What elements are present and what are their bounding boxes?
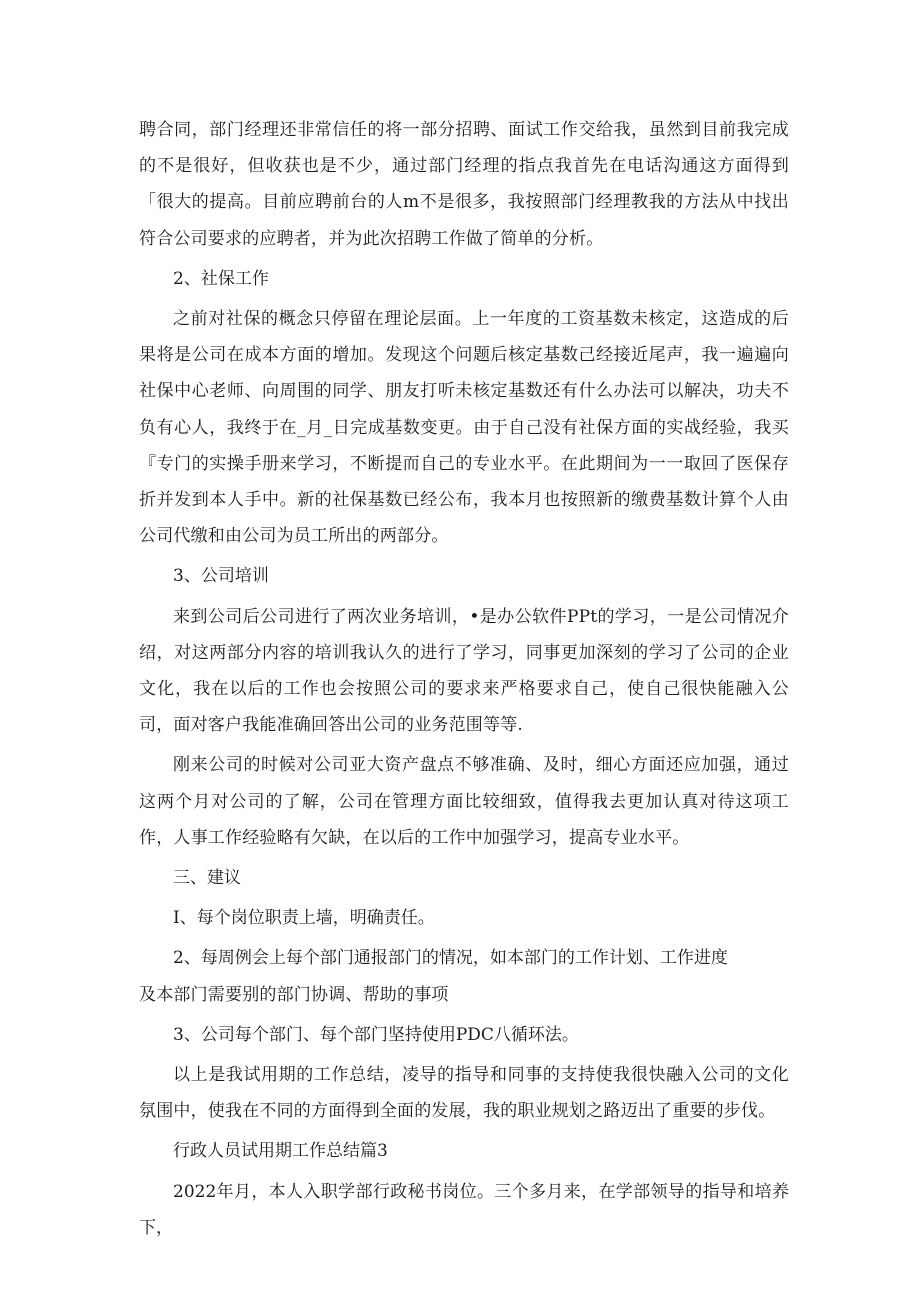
paragraph-social-insurance: 之前对社保的概念只停留在理论层面。上一年度的工资基数未核定，这造成的后果将是公司在成本方面的增加。发现这个问题后核定基数己经接近尾声，我一遍遍向社保中心老师、向周围的同学、朋友打听未核定基数还有什么办法可以解决，功夫不负有心人，我终于在_月_日完成基数变更。由于自己没有社保方面的实战经验，我买『专门的实操手册来学习，不断提而自己的专业水平。在此期间为一一取回了医保存折并发到本人手中。新的社保基数已经公布，我本月也按照新的缴费基数计算个人由公司代缴和由公司为员工所出的两部分。 xyxy=(139,309,789,547)
suggestion-item-3: 3、公司每个部门、每个部门坚持使用PDC八循环法。 xyxy=(173,1024,579,1045)
paragraph-assets: 刚来公司的时候对公司亚大资产盘点不够准确、及时，细心方面还应加强，通过这两个月对公司的了解，公司在管理方面比较细致，值得我去更加认真对待这项工作，人事工作经验略有欠缺，在以后的工作中加强学习，提高专业水平。 xyxy=(139,755,789,848)
suggestion-item-2-continued: 及本部门需要别的部门协调、帮助的事项 xyxy=(139,984,449,1005)
paragraph-conclusion: 以上是我试用期的工作总结，凌导的指导和同事的支持使我很快融入公司的文化氛围中，使我在不同的方面得到全面的发展，我的职业规划之路迈出了重要的步伐。 xyxy=(139,1065,789,1122)
paragraph-training: 来到公司后公司进行了两次业务培训，•是办公软件PPt的学习，一是公司情况介绍，对这两部分内容的培训我认久的进行了学习，同事更加深刻的学习了公司的企业文化，我在以后的工作也会按照公司的要求来严格要求自己，使自己很快能融入公司，面对客户我能准确回答出公司的业务范围等等. xyxy=(139,606,789,736)
paragraph-part3-opening: 2022年月，本人入职学部行政秘书岗位。三个多月来，在学部领导的指导和培养下， xyxy=(139,1181,789,1238)
document-body xyxy=(139,112,789,1246)
section-heading-training: 3、公司培训 xyxy=(173,566,269,587)
suggestion-item-1: I、每个岗位职责上墙，明确责任。 xyxy=(173,908,435,929)
paragraph-recruitment-continued: 聘合同，部门经理还非常信任的将一部分招聘、面试工作交给我，虽然到目前我完成的不是很好，但收获也是不少，通过部门经理的指点我首先在电话沟通这方面得到「很大的提高。目前应聘前台的人m不是很多，我按照部门经理教我的方法从中找出符合公司要求的应聘者，并为此次招聘工作做了简单的分析。 xyxy=(139,120,789,249)
suggestion-item-2: 2、每周例会上每个部门通报部门的情况，如本部门的工作计划、工作进度 xyxy=(173,948,728,969)
article-title-part3: 行政人员试用期工作总结篇3 xyxy=(173,1141,388,1162)
section-heading-social-insurance: 2、社保工作 xyxy=(173,268,269,289)
section-heading-suggestions: 三、建议 xyxy=(173,868,241,889)
